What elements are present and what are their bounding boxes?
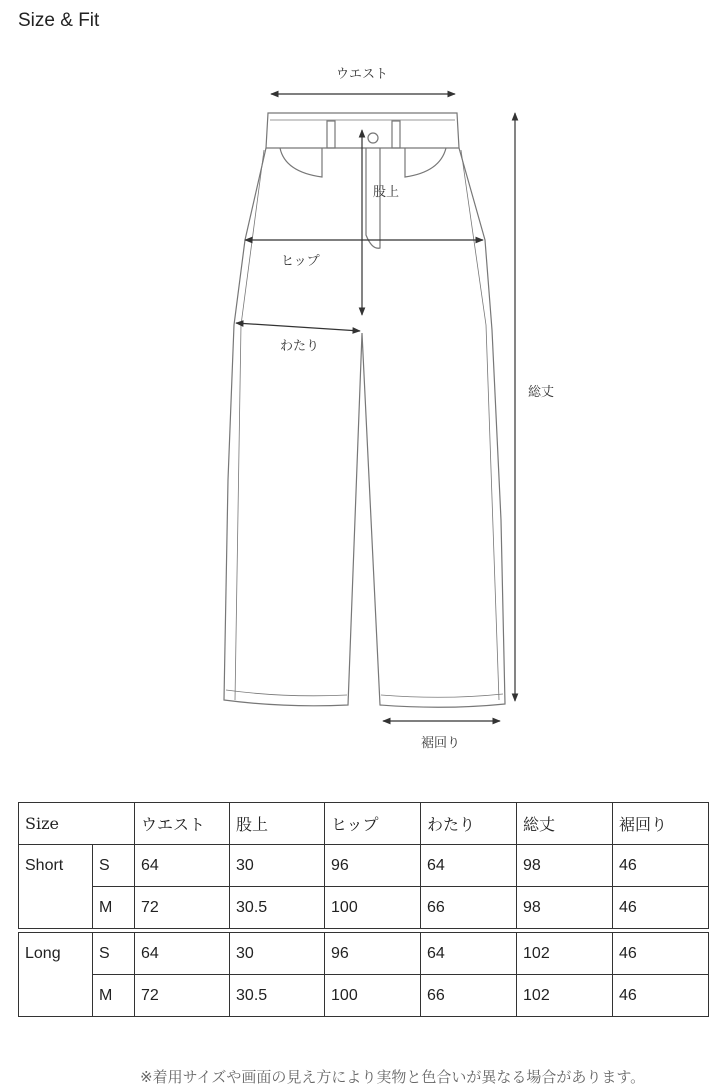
header-length: 総丈 (517, 803, 613, 845)
length-cell: 102 (517, 933, 613, 975)
rise-cell: 30.5 (230, 887, 325, 929)
thigh-cell: 66 (421, 975, 517, 1017)
hem-cell: 46 (613, 845, 709, 887)
rise-label: 股上 (373, 185, 400, 200)
length-cell: 98 (517, 887, 613, 929)
group-label: Short (19, 845, 93, 929)
thigh-cell: 64 (421, 845, 517, 887)
size-cell: S (93, 933, 135, 975)
size-table (18, 802, 709, 1017)
waist-label: ウエスト (336, 67, 389, 82)
rise-cell: 30.5 (230, 975, 325, 1017)
group-label: Long (19, 933, 93, 1017)
table-row (19, 845, 709, 887)
header-hem: 裾回り (613, 803, 709, 845)
hip-label: ヒップ (281, 254, 320, 269)
header-rise: 股上 (230, 803, 325, 845)
header-thigh: わたり (421, 803, 517, 845)
rise-cell: 30 (230, 845, 325, 887)
size-cell: S (93, 845, 135, 887)
size-cell: M (93, 975, 135, 1017)
hip-cell: 96 (325, 933, 421, 975)
thigh-cell: 66 (421, 887, 517, 929)
footer-note: ※着用サイズや画面の見え方により実物と色合いが異なる場合があります。 (140, 1068, 646, 1086)
hem-cell: 46 (613, 933, 709, 975)
waist-cell: 72 (135, 975, 230, 1017)
page-title: Size & Fit (18, 10, 100, 31)
header-size: Size (19, 803, 135, 845)
hem-cell: 46 (613, 887, 709, 929)
waist-cell: 72 (135, 887, 230, 929)
length-label: 総丈 (528, 385, 555, 400)
length-cell: 102 (517, 975, 613, 1017)
hip-cell: 100 (325, 975, 421, 1017)
waist-cell: 64 (135, 933, 230, 975)
waist-cell: 64 (135, 845, 230, 887)
thigh-cell: 64 (421, 933, 517, 975)
hip-cell: 96 (325, 845, 421, 887)
thigh-label: わたり (280, 339, 320, 354)
header-waist: ウエスト (135, 803, 230, 845)
pants-outline (224, 113, 505, 707)
hem-label: 裾回り (421, 736, 461, 751)
size-cell: M (93, 887, 135, 929)
hip-cell: 100 (325, 887, 421, 929)
hem-cell: 46 (613, 975, 709, 1017)
table-row (19, 933, 709, 975)
header-hip: ヒップ (325, 803, 421, 845)
table-row (19, 975, 709, 1017)
rise-cell: 30 (230, 933, 325, 975)
thigh-arrow (236, 323, 360, 331)
table-header-row (19, 803, 709, 845)
table-row (19, 887, 709, 929)
length-cell: 98 (517, 845, 613, 887)
